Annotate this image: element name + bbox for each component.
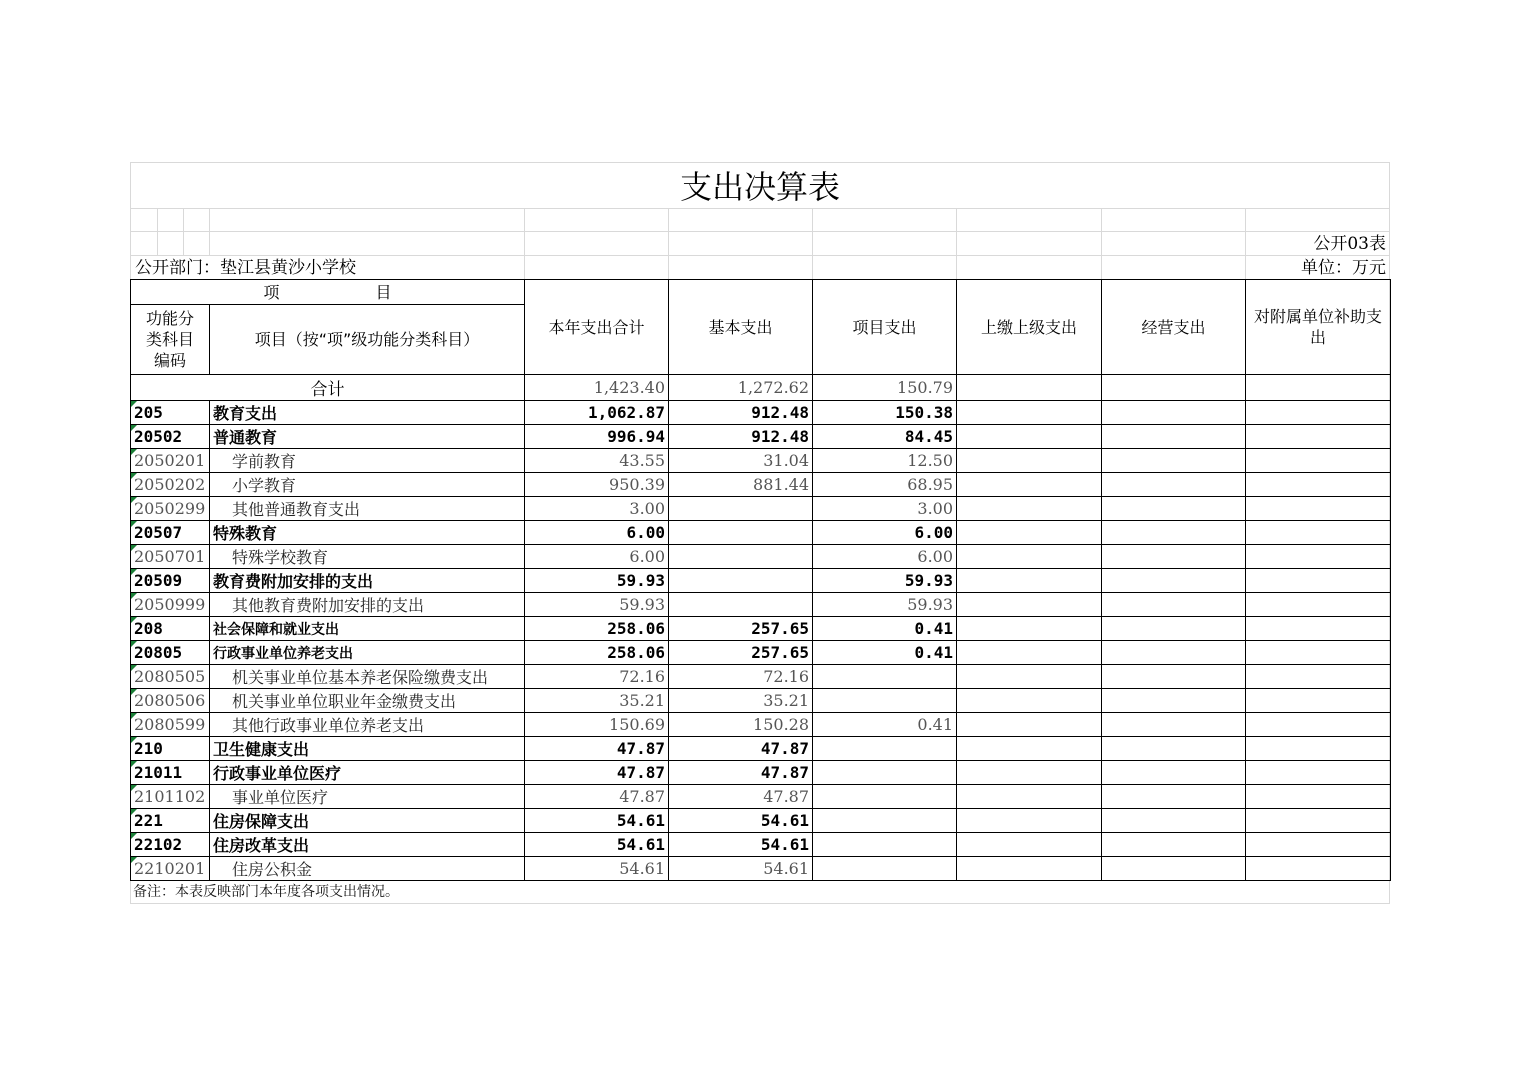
row-name: 机关事业单位职业年金缴费支出 <box>210 689 525 713</box>
row-business <box>1102 713 1246 737</box>
total-label: 合计 <box>131 375 525 401</box>
row-name: 其他普通教育支出 <box>210 497 525 521</box>
row-name: 教育支出 <box>210 401 525 425</box>
row-name: 小学教育 <box>210 473 525 497</box>
row-upper <box>957 713 1102 737</box>
row-code: 2050201 <box>131 449 210 473</box>
row-business <box>1102 401 1246 425</box>
row-upper <box>957 833 1102 857</box>
row-total: 35.21 <box>525 689 669 713</box>
table-row <box>131 521 1391 545</box>
table-row <box>131 689 1391 713</box>
header-project-group: 项 目 <box>131 280 525 305</box>
row-code: 2080599 <box>131 713 210 737</box>
row-name: 其他行政事业单位养老支出 <box>210 713 525 737</box>
page-title: 支出决算表 <box>679 168 840 206</box>
row-business <box>1102 593 1246 617</box>
row-subsidy <box>1246 689 1391 713</box>
row-code: 208 <box>131 617 210 641</box>
row-code: 20502 <box>131 425 210 449</box>
row-basic: 150.28 <box>669 713 813 737</box>
row-code: 20507 <box>131 521 210 545</box>
row-total: 59.93 <box>525 593 669 617</box>
row-project: 12.50 <box>813 449 957 473</box>
row-basic: 881.44 <box>669 473 813 497</box>
row-basic: 47.87 <box>669 785 813 809</box>
row-upper <box>957 737 1102 761</box>
row-name: 特殊教育 <box>210 521 525 545</box>
row-name: 普通教育 <box>210 425 525 449</box>
expenditure-table <box>130 279 1391 881</box>
row-name: 行政事业单位养老支出 <box>210 641 525 665</box>
row-project <box>813 785 957 809</box>
row-business <box>1102 473 1246 497</box>
row-basic: 72.16 <box>669 665 813 689</box>
table-row <box>131 737 1391 761</box>
row-subsidy <box>1246 593 1391 617</box>
row-subsidy <box>1246 617 1391 641</box>
row-project <box>813 665 957 689</box>
row-upper <box>957 569 1102 593</box>
row-name: 学前教育 <box>210 449 525 473</box>
total-total: 1,423.40 <box>525 375 669 401</box>
row-code: 20509 <box>131 569 210 593</box>
row-total: 54.61 <box>525 809 669 833</box>
row-business <box>1102 617 1246 641</box>
row-code: 2210201 <box>131 857 210 881</box>
table-row <box>131 641 1391 665</box>
row-subsidy <box>1246 833 1391 857</box>
row-code: 20805 <box>131 641 210 665</box>
table-row <box>131 785 1391 809</box>
row-subsidy <box>1246 665 1391 689</box>
total-upper <box>957 375 1102 401</box>
row-business <box>1102 569 1246 593</box>
unit-label: 单位：万元 <box>1301 258 1386 278</box>
row-upper <box>957 761 1102 785</box>
row-project: 6.00 <box>813 521 957 545</box>
row-project: 3.00 <box>813 497 957 521</box>
row-code: 2080505 <box>131 665 210 689</box>
row-total: 258.06 <box>525 617 669 641</box>
row-code: 2050202 <box>131 473 210 497</box>
row-business <box>1102 449 1246 473</box>
row-basic <box>669 545 813 569</box>
header-col-business: 经营支出 <box>1102 280 1246 375</box>
row-total: 258.06 <box>525 641 669 665</box>
table-row <box>131 569 1391 593</box>
total-business <box>1102 375 1246 401</box>
row-project <box>813 761 957 785</box>
row-total: 54.61 <box>525 857 669 881</box>
row-basic <box>669 569 813 593</box>
row-subsidy <box>1246 569 1391 593</box>
row-basic: 912.48 <box>669 401 813 425</box>
row-basic: 47.87 <box>669 737 813 761</box>
header-col-subsidy: 对附属单位补助支出 <box>1246 280 1391 375</box>
row-name: 事业单位医疗 <box>210 785 525 809</box>
table-row <box>131 665 1391 689</box>
row-business <box>1102 689 1246 713</box>
row-project: 6.00 <box>813 545 957 569</box>
table-row <box>131 617 1391 641</box>
table-row <box>131 713 1391 737</box>
row-name: 特殊学校教育 <box>210 545 525 569</box>
row-upper <box>957 593 1102 617</box>
table-row <box>131 593 1391 617</box>
row-total: 72.16 <box>525 665 669 689</box>
row-subsidy <box>1246 401 1391 425</box>
table-row <box>131 449 1391 473</box>
row-name: 卫生健康支出 <box>210 737 525 761</box>
row-basic: 912.48 <box>669 425 813 449</box>
department-label: 公开部门：垫江县黄沙小学校 <box>135 258 356 278</box>
row-upper <box>957 497 1102 521</box>
row-business <box>1102 665 1246 689</box>
row-upper <box>957 641 1102 665</box>
row-subsidy <box>1246 425 1391 449</box>
row-total: 47.87 <box>525 785 669 809</box>
header-col-project: 项目支出 <box>813 280 957 375</box>
row-basic: 54.61 <box>669 809 813 833</box>
total-project: 150.79 <box>813 375 957 401</box>
table-row <box>131 473 1391 497</box>
row-business <box>1102 737 1246 761</box>
row-upper <box>957 857 1102 881</box>
row-upper <box>957 809 1102 833</box>
header-col-total: 本年支出合计 <box>525 280 669 375</box>
row-subsidy <box>1246 713 1391 737</box>
row-project: 68.95 <box>813 473 957 497</box>
row-basic <box>669 593 813 617</box>
row-basic: 47.87 <box>669 761 813 785</box>
row-upper <box>957 521 1102 545</box>
row-project: 0.41 <box>813 641 957 665</box>
table-row <box>131 761 1391 785</box>
row-subsidy <box>1246 545 1391 569</box>
row-subsidy <box>1246 809 1391 833</box>
row-code: 205 <box>131 401 210 425</box>
row-code: 2050999 <box>131 593 210 617</box>
row-upper <box>957 545 1102 569</box>
row-business <box>1102 545 1246 569</box>
row-name: 社会保障和就业支出 <box>210 617 525 641</box>
row-subsidy <box>1246 857 1391 881</box>
row-business <box>1102 833 1246 857</box>
row-basic <box>669 521 813 545</box>
row-total: 6.00 <box>525 521 669 545</box>
row-basic: 54.61 <box>669 857 813 881</box>
total-basic: 1,272.62 <box>669 375 813 401</box>
row-upper <box>957 449 1102 473</box>
row-project <box>813 833 957 857</box>
header-col-upper: 上缴上级支出 <box>957 280 1102 375</box>
row-project: 150.38 <box>813 401 957 425</box>
row-basic: 257.65 <box>669 617 813 641</box>
row-subsidy <box>1246 761 1391 785</box>
total-subsidy <box>1246 375 1391 401</box>
row-business <box>1102 521 1246 545</box>
row-subsidy <box>1246 449 1391 473</box>
form-number: 公开03表 <box>1313 234 1386 254</box>
table-row <box>131 545 1391 569</box>
row-subsidy <box>1246 521 1391 545</box>
table-row <box>131 401 1391 425</box>
row-total: 150.69 <box>525 713 669 737</box>
row-name: 其他教育费附加安排的支出 <box>210 593 525 617</box>
row-basic: 257.65 <box>669 641 813 665</box>
row-business <box>1102 785 1246 809</box>
row-subsidy <box>1246 473 1391 497</box>
row-subsidy <box>1246 785 1391 809</box>
row-name: 住房公积金 <box>210 857 525 881</box>
row-total: 47.87 <box>525 737 669 761</box>
table-row <box>131 833 1391 857</box>
row-business <box>1102 497 1246 521</box>
row-name: 住房保障支出 <box>210 809 525 833</box>
row-business <box>1102 425 1246 449</box>
row-total: 59.93 <box>525 569 669 593</box>
row-code: 22102 <box>131 833 210 857</box>
row-project <box>813 689 957 713</box>
row-upper <box>957 401 1102 425</box>
row-name: 教育费附加安排的支出 <box>210 569 525 593</box>
row-subsidy <box>1246 497 1391 521</box>
table-row <box>131 857 1391 881</box>
row-code: 21011 <box>131 761 210 785</box>
row-business <box>1102 809 1246 833</box>
row-upper <box>957 473 1102 497</box>
row-basic: 31.04 <box>669 449 813 473</box>
row-basic <box>669 497 813 521</box>
row-upper <box>957 425 1102 449</box>
row-total: 54.61 <box>525 833 669 857</box>
row-total: 1,062.87 <box>525 401 669 425</box>
row-upper <box>957 689 1102 713</box>
row-upper <box>957 665 1102 689</box>
row-name: 机关事业单位基本养老保险缴费支出 <box>210 665 525 689</box>
row-project <box>813 857 957 881</box>
row-code: 2050701 <box>131 545 210 569</box>
row-basic: 35.21 <box>669 689 813 713</box>
row-project: 0.41 <box>813 617 957 641</box>
total-row <box>131 375 1391 401</box>
row-business <box>1102 857 1246 881</box>
row-subsidy <box>1246 737 1391 761</box>
row-code: 2080506 <box>131 689 210 713</box>
row-business <box>1102 761 1246 785</box>
table-row <box>131 497 1391 521</box>
row-project: 84.45 <box>813 425 957 449</box>
row-code: 210 <box>131 737 210 761</box>
table-row <box>131 809 1391 833</box>
table-row <box>131 425 1391 449</box>
row-subsidy <box>1246 641 1391 665</box>
row-total: 3.00 <box>525 497 669 521</box>
row-name: 行政事业单位医疗 <box>210 761 525 785</box>
row-code: 221 <box>131 809 210 833</box>
header-name: 项目（按“项”级功能分类科目） <box>210 305 525 375</box>
row-total: 996.94 <box>525 425 669 449</box>
row-project: 59.93 <box>813 593 957 617</box>
row-total: 950.39 <box>525 473 669 497</box>
row-upper <box>957 617 1102 641</box>
row-code: 2050299 <box>131 497 210 521</box>
row-total: 47.87 <box>525 761 669 785</box>
row-total: 43.55 <box>525 449 669 473</box>
header-code: 功能分类科目编码 <box>131 305 210 375</box>
row-project <box>813 737 957 761</box>
row-upper <box>957 785 1102 809</box>
row-code: 2101102 <box>131 785 210 809</box>
row-project: 0.41 <box>813 713 957 737</box>
row-total: 6.00 <box>525 545 669 569</box>
row-project: 59.93 <box>813 569 957 593</box>
row-business <box>1102 641 1246 665</box>
row-name: 住房改革支出 <box>210 833 525 857</box>
footnote: 备注：本表反映部门本年度各项支出情况。 <box>133 884 399 900</box>
row-project <box>813 809 957 833</box>
header-col-basic: 基本支出 <box>669 280 813 375</box>
row-basic: 54.61 <box>669 833 813 857</box>
header-row-1 <box>131 280 1391 305</box>
